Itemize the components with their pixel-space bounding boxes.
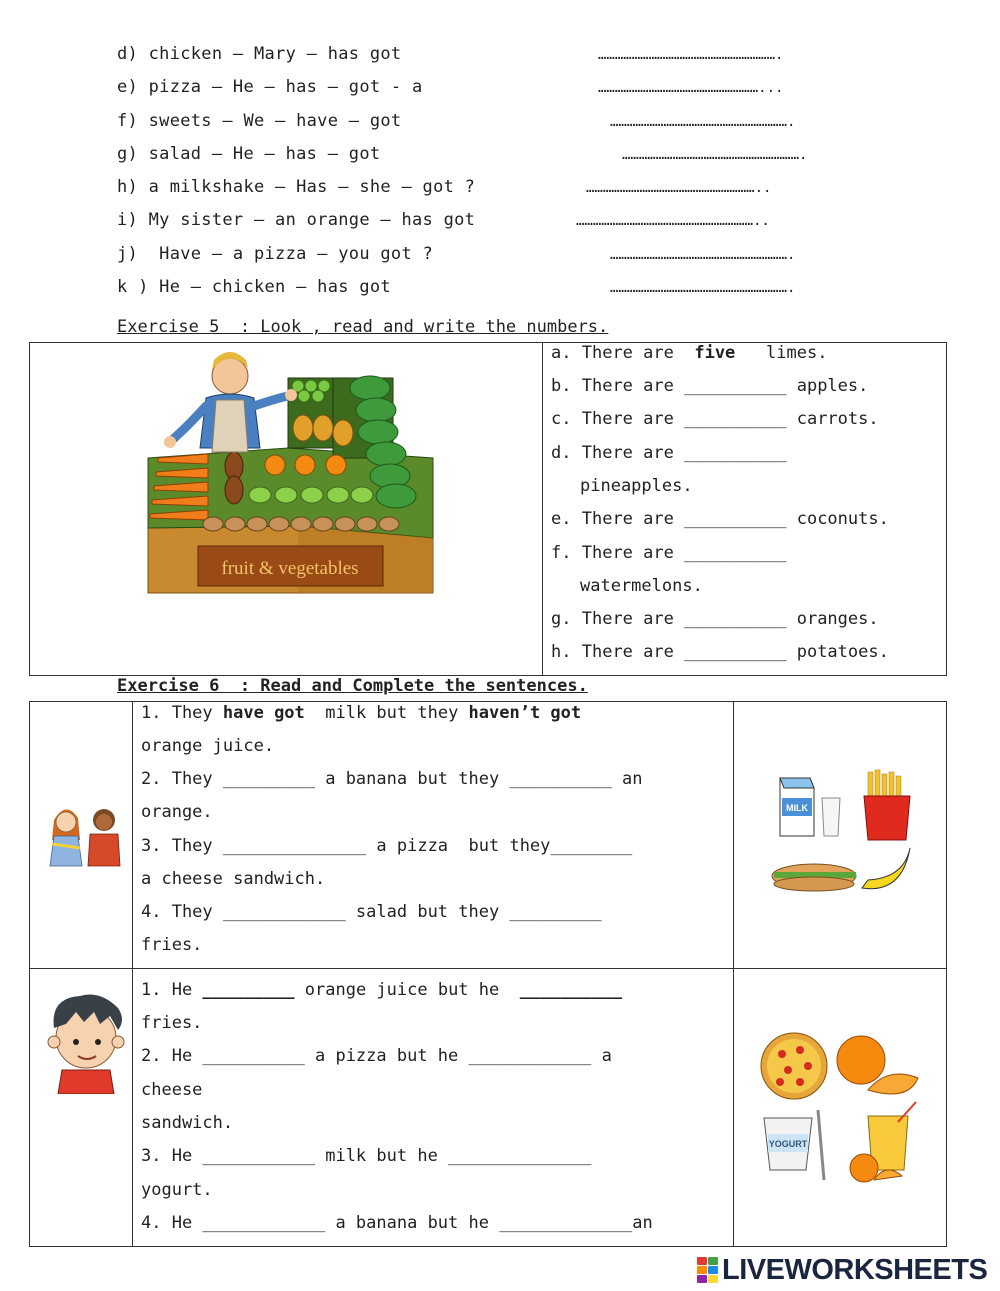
blank-c[interactable]: __________ [684,409,787,429]
svg-text:YOGURT: YOGURT [768,1139,808,1149]
milk-carton [780,778,814,836]
exercise6-divider-left [132,701,133,1247]
sentence-h: h. There are __________ potatoes. [551,642,889,662]
answer-line-i[interactable]: ……………………………………………………….. [576,213,770,229]
item-g: g) salad – He – has – got [117,144,381,164]
food-illustration-row1 [770,768,920,900]
pizza [761,1033,827,1099]
fries [864,770,910,840]
sentence-g: g. There are __________ oranges. [551,609,879,629]
row2-sentence-1-cont: fries. [141,1013,203,1033]
logo-mark-icon [697,1257,718,1283]
row2-sentence-3-cont: yogurt. [141,1180,213,1200]
limes [249,487,373,503]
sentence-e: e. There are __________ coconuts. [551,509,889,529]
item-i: i) My sister – an orange – has got [117,210,476,230]
answer-line-e[interactable]: …………………………………………………... [598,80,784,96]
logo-square-1 [697,1257,707,1265]
exercise6-row-divider [29,968,947,969]
logo-square-2 [708,1257,718,1265]
row2-sentence-2-cont: cheese [141,1080,203,1100]
row2-blank-1b[interactable]: __________ [519,980,623,1000]
row2-sentence-1: 1. He _________ orange juice but he __________ [141,980,623,1000]
two-girls-illustration [48,800,124,868]
row1-sentence-4-cont: fries. [141,935,203,955]
row1-sentence-2-cont: orange. [141,802,213,822]
row1-sentence-3-cont: a cheese sandwich. [141,869,326,889]
item-f: f) sweets – We – have – got [117,111,402,131]
answer-line-j[interactable]: ………………………………………………………. [610,247,796,263]
answer-line-h[interactable]: …………………………………………………….. [586,180,772,196]
stall-sign: fruit & vegetables [221,558,359,579]
sentence-c: c. There are __________ carrots. [551,409,879,429]
orange [837,1036,918,1094]
sentence-f-cont: watermelons. [580,576,703,596]
oranges [265,455,346,475]
item-h: h) a milkshake – Has – she – got ? [117,177,476,197]
logo-square-3 [697,1266,707,1274]
answer-five: five [694,343,736,363]
row2-sentence-4[interactable]: 4. He ____________ a banana but he _____________an [141,1213,653,1233]
answer-line-d[interactable]: ………………………………………………………. [598,47,784,63]
item-e: e) pizza – He – has – got - a [117,77,423,97]
row1-sentence-2[interactable]: 2. They _________ a banana but they __________ an [141,769,643,789]
banana [862,848,910,889]
item-k: k ) He – chicken – has got [117,277,391,297]
orange-juice [850,1102,916,1182]
answer-line-g[interactable]: ………………………………………………………. [622,147,808,163]
sentence-a: a. There are five limes. [551,343,828,363]
yogurt-cup [764,1110,824,1180]
liveworksheets-logo[interactable] [697,1255,987,1285]
sentence-f: f. There are __________ [551,543,787,563]
blank-h[interactable]: __________ [684,642,787,662]
svg-text:MILK: MILK [786,803,808,813]
logo-square-6 [708,1275,718,1283]
sentence-d-cont: pineapples. [580,476,693,496]
row1-sentence-1: 1. They have got milk but they haven’t got [141,703,582,723]
sentence-b: b. There are __________ apples. [551,376,869,396]
sentence-d: d. There are __________ [551,443,787,463]
row2-blank-1a[interactable]: _________ [202,980,295,1000]
answer-line-f[interactable]: ………………………………………………………. [610,114,796,130]
potatoes [203,517,399,531]
blank-f[interactable]: __________ [684,543,787,563]
blank-e[interactable]: __________ [684,509,787,529]
item-d: d) chicken – Mary – has got [117,44,402,64]
row2-sentence-3[interactable]: 3. He ___________ milk but he ______________ [141,1146,592,1166]
blank-b[interactable]: __________ [684,376,787,396]
row2-sentence-2-cont2: sandwich. [141,1113,234,1133]
answer-line-k[interactable]: ………………………………………………………. [610,280,796,296]
exercise6-title: Exercise 6 : Read and Complete the sentences. [117,676,588,696]
logo-square-4 [708,1266,718,1274]
shopkeeper [164,352,297,452]
blank-d[interactable]: __________ [684,443,787,463]
exercise5-title: Exercise 5 : Look , read and write the numbers. [117,317,609,337]
logo-square-5 [697,1275,707,1283]
milk-glass [822,798,840,836]
pineapples [293,415,353,446]
blank-g[interactable]: __________ [684,609,787,629]
exercise6-divider-right [733,701,734,1247]
sandwich [772,864,856,891]
exercise5-divider [542,342,543,676]
row2-sentence-2[interactable]: 2. He __________ a pizza but he ____________ a [141,1046,612,1066]
row1-sentence-3[interactable]: 3. They ______________ a pizza but they________ [141,836,633,856]
food-illustration-row2 [758,1030,923,1188]
item-j: j) Have – a pizza – you got ? [117,244,434,264]
fruit-stall-illustration [138,348,438,596]
row1-sentence-4[interactable]: 4. They ____________ salad but they _________ [141,902,602,922]
logo-text: LIVEWORKSHEETS [722,1253,988,1286]
row1-sentence-1-cont: orange juice. [141,736,275,756]
boy-illustration [40,990,132,1094]
